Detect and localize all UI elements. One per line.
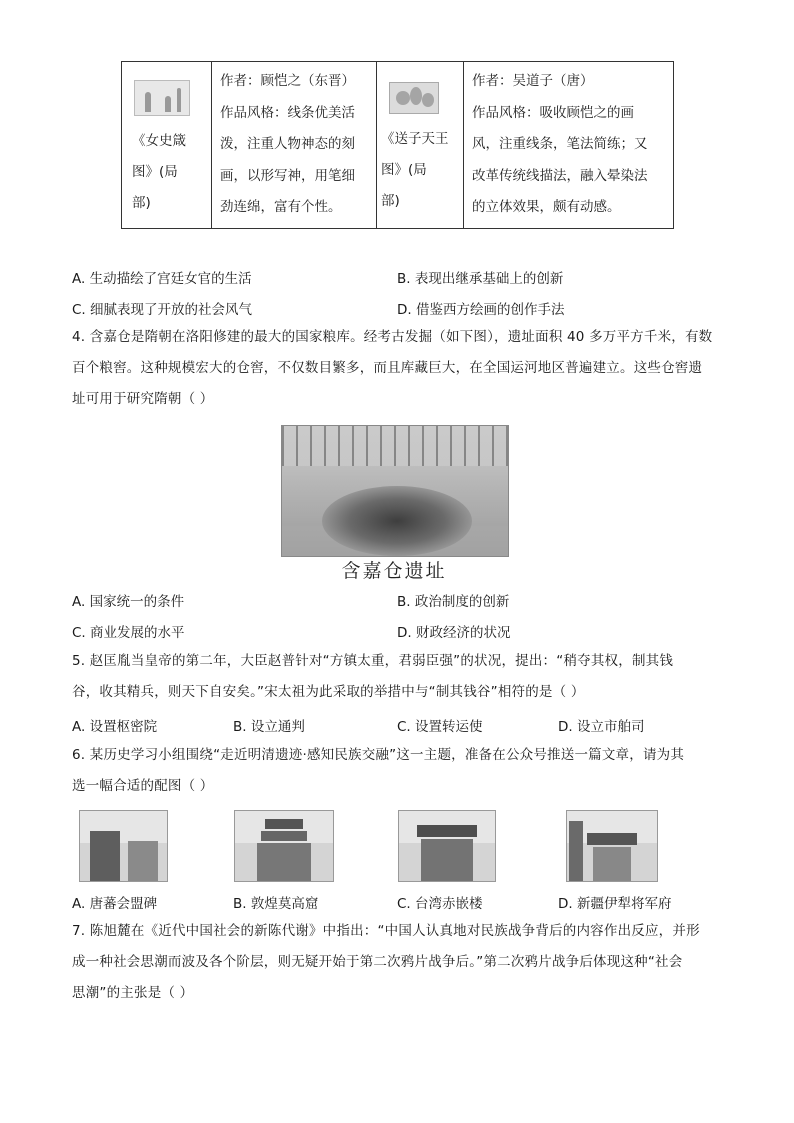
nvshizhen-title-1: 《女史箴 <box>132 133 186 149</box>
songzi-title-2: 图》(局 <box>381 162 427 178</box>
q6-image-d <box>566 810 658 882</box>
q7-line: 思潮”的主张是（ ） <box>72 985 194 1001</box>
q5-stem <box>72 646 732 708</box>
q4-stem <box>72 322 732 415</box>
q4-line: 4. 含嘉仓是隋朝在洛阳修建的最大的国家粮库。经考古发掘（如下图），遗址面积 40 多万平方千米，有数 <box>72 329 713 345</box>
wu-daozi-description <box>464 62 674 229</box>
q3-option-c: C. 细腻表现了开放的社会风气 <box>72 302 253 318</box>
wu-desc-line: 的立体效果，颇有动感。 <box>472 199 621 215</box>
q6-line: 6. 某历史学习小组围绕“走近明清遗迹·感知民族交融”这一主题，准备在公众号推送一篇文章，请为其 <box>72 747 685 763</box>
q3-option-a: A. 生动描绘了宫廷女官的生活 <box>72 271 252 287</box>
q5-line: 5. 赵匡胤当皇帝的第二年，大臣赵普针对“方镇太重，君弱臣强”的状况，提出：“稍夺其权，制其钱 <box>72 653 674 669</box>
q6-image-b <box>234 810 334 882</box>
nvshizhen-cell <box>122 62 212 229</box>
q4-option-a: A. 国家统一的条件 <box>72 594 185 610</box>
q6-option-b: B. 敦煌莫高窟 <box>233 896 319 912</box>
gu-desc-line: 画，以形写神，用笔细 <box>220 167 355 184</box>
nvshizhen-thumbnail <box>134 80 190 116</box>
songzi-thumbnail <box>389 82 439 114</box>
q4-line: 百个粮窖。这种规模宏大的仓窖，不仅数目繁多，而且库藏巨大，在全国运河地区普遍建立。这些仓窖遗 <box>72 360 703 376</box>
q5-option-a: A. 设置枢密院 <box>72 719 158 735</box>
wu-desc-line: 作品风格：吸收顾恺之的画 <box>472 104 634 121</box>
gu-kaizhi-description <box>212 62 377 229</box>
gu-desc-line: 作品风格：线条优美活 <box>220 104 355 121</box>
q3-option-b: B. 表现出继承基础上的创新 <box>397 271 564 287</box>
q4-option-d: D. 财政经济的状况 <box>397 625 511 641</box>
q7-line: 7. 陈旭麓在《近代中国社会的新陈代谢》中指出：“中国人认真地对民族战争背后的内容作出反应，并形 <box>72 923 700 939</box>
hanjiacang-site-photo <box>281 425 509 557</box>
q6-option-c: C. 台湾赤嵌楼 <box>397 896 483 912</box>
q7-line: 成一种社会思潮而波及各个阶层，则无疑开始于第二次鸦片战争后。”第二次鸦片战争后体现这种“社会 <box>72 954 683 970</box>
q6-option-d: D. 新疆伊犁将军府 <box>558 896 672 912</box>
q5-option-b: B. 设立通判 <box>233 719 305 735</box>
gu-desc-line: 作者：顾恺之（东晋） <box>220 73 355 89</box>
q5-option-d: D. 设立市舶司 <box>558 719 645 735</box>
q6-stem <box>72 740 732 802</box>
q5-line: 谷，收其精兵，则天下自安矣。”宋太祖为此采取的举措中与“制其钱谷”相符的是（ ） <box>72 684 585 700</box>
painting-comparison-table <box>121 61 674 229</box>
wu-desc-line: 风，注重线条，笔法简练；又 <box>472 136 648 152</box>
songzi-cell <box>377 62 464 229</box>
wu-desc-line: 作者：吴道子（唐） <box>472 73 594 89</box>
q4-option-c: C. 商业发展的水平 <box>72 625 185 641</box>
songzi-title-1: 《送子天王 <box>381 131 449 147</box>
q5-option-c: C. 设置转运使 <box>397 719 483 735</box>
q3-option-d: D. 借鉴西方绘画的创作手法 <box>397 302 565 318</box>
q6-line: 选一幅合适的配图（ ） <box>72 778 214 794</box>
wu-desc-line: 改革传统线描法，融入晕染法 <box>472 167 648 184</box>
photo-caption: 含嘉仓遗址 <box>341 560 447 582</box>
gu-desc-line: 劲连绵，富有个性。 <box>220 199 342 215</box>
songzi-title-3: 部) <box>381 193 400 209</box>
q4-line: 址可用于研究隋朝（ ） <box>72 391 214 407</box>
q6-image-a <box>79 810 168 882</box>
nvshizhen-title-3: 部) <box>132 195 151 211</box>
q6-option-a: A. 唐蕃会盟碑 <box>72 896 158 912</box>
q4-option-b: B. 政治制度的创新 <box>397 594 510 610</box>
nvshizhen-title-2: 图》(局 <box>132 164 178 180</box>
gu-desc-line: 泼，注重人物神态的刻 <box>220 136 355 152</box>
q6-image-c <box>398 810 496 882</box>
q7-stem <box>72 916 732 1009</box>
